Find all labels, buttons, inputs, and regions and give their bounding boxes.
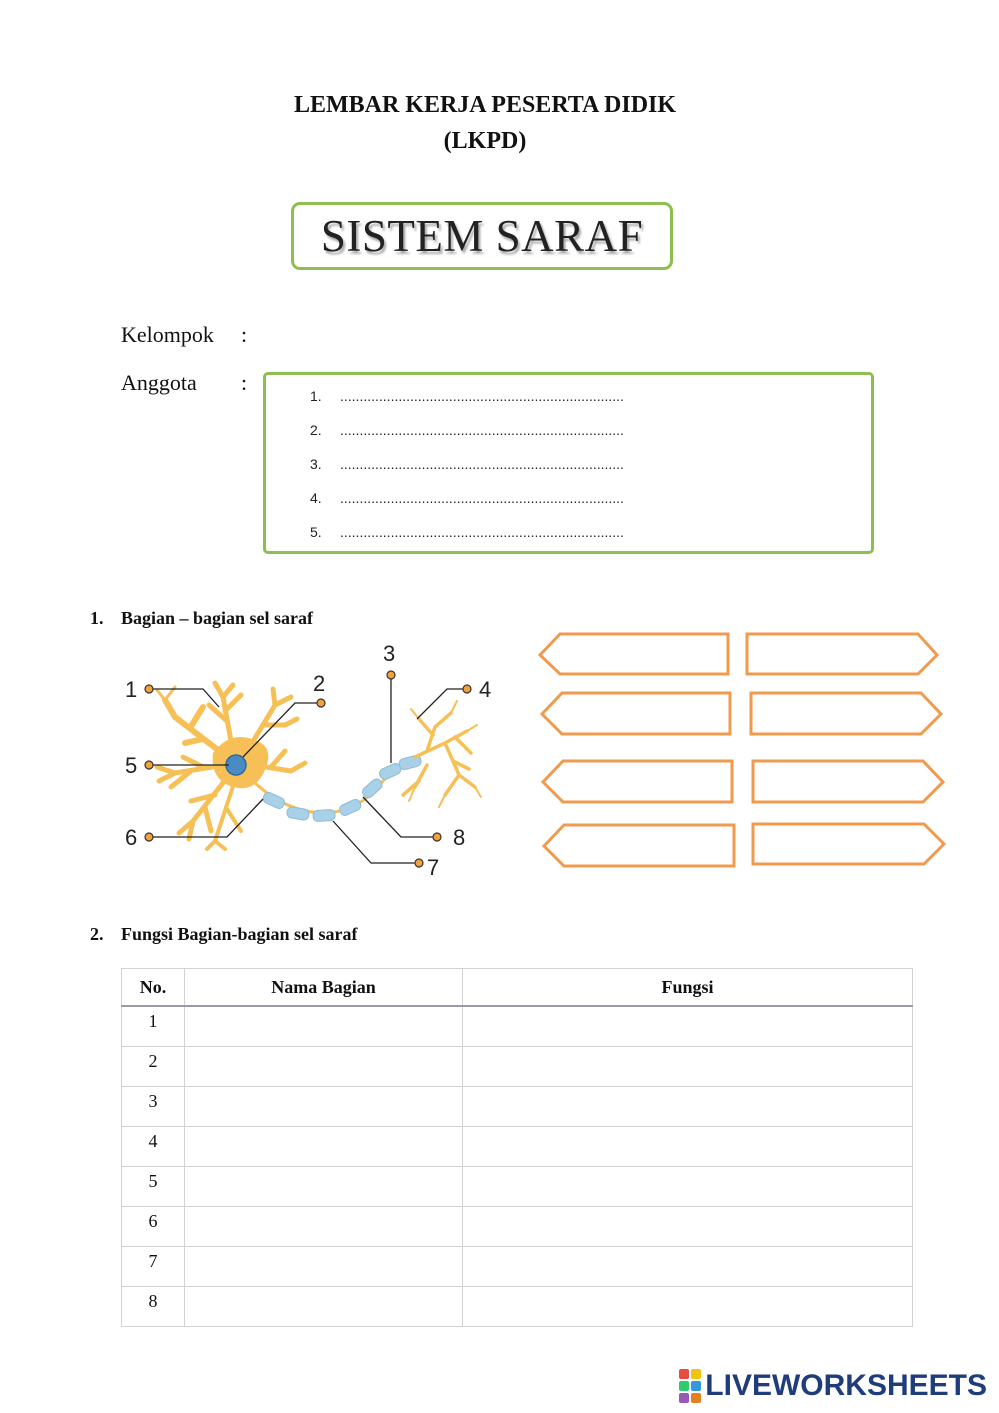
table-row <box>122 1047 913 1087</box>
diagram-label-5: 5 <box>125 753 138 778</box>
answer-box-left-1[interactable] <box>540 634 728 674</box>
row-number: 8 <box>122 1287 185 1327</box>
anggota-colon: : <box>241 370 248 395</box>
answer-box-right-3[interactable] <box>753 761 943 802</box>
table-row <box>122 1167 913 1207</box>
nama-bagian-cell[interactable] <box>185 1087 463 1127</box>
topic-title: SISTEM SARAF <box>320 211 644 261</box>
neuron-diagram <box>115 635 510 885</box>
answer-box-left-2[interactable] <box>542 693 730 734</box>
diagram-label-2: 2 <box>313 671 326 696</box>
table-row <box>122 1087 913 1127</box>
answer-boxes <box>535 628 950 873</box>
member-line[interactable]: 4. ......................................................................... <box>310 490 624 506</box>
table-row <box>122 1287 913 1327</box>
nama-bagian-cell[interactable] <box>185 1127 463 1167</box>
answer-box-right-4[interactable] <box>753 824 944 864</box>
fungsi-cell[interactable] <box>463 1287 913 1327</box>
nama-bagian-cell[interactable] <box>185 1047 463 1087</box>
nama-bagian-cell[interactable] <box>185 1287 463 1327</box>
fungsi-cell[interactable] <box>463 1006 913 1047</box>
col-header-nama-bagian: Nama Bagian <box>185 969 463 1007</box>
kelompok-label: Kelompok <box>121 322 214 347</box>
answer-box-left-3[interactable] <box>543 761 732 802</box>
topic-box <box>291 202 673 270</box>
answer-box-right-1[interactable] <box>747 634 937 674</box>
fungsi-cell[interactable] <box>463 1207 913 1247</box>
diagram-label-1: 1 <box>125 677 138 702</box>
liveworksheets-logo <box>679 1369 987 1403</box>
members-box <box>263 372 874 554</box>
worksheet-subtitle: (LKPD) <box>443 128 527 154</box>
member-line[interactable]: 5. ......................................................................... <box>310 524 624 540</box>
fungsi-cell[interactable] <box>463 1127 913 1167</box>
table-row <box>122 1127 913 1167</box>
fungsi-cell[interactable] <box>463 1167 913 1207</box>
fungsi-cell[interactable] <box>463 1087 913 1127</box>
nama-bagian-cell[interactable] <box>185 1207 463 1247</box>
table-row <box>122 1207 913 1247</box>
worksheet-title: LEMBAR KERJA PESERTA DIDIK <box>293 92 677 118</box>
member-line[interactable]: 1. ......................................................................... <box>310 388 624 404</box>
section-1-heading: 1. Bagian – bagian sel saraf <box>90 608 314 628</box>
row-number: 1 <box>122 1006 185 1047</box>
myelin-sheath <box>261 754 422 821</box>
fungsi-cell[interactable] <box>463 1247 913 1287</box>
diagram-label-4: 4 <box>479 677 492 702</box>
row-number: 2 <box>122 1047 185 1087</box>
member-line[interactable]: 2. ......................................................................... <box>310 422 624 438</box>
section-2-heading: 2. Fungsi Bagian-bagian sel saraf <box>90 924 358 944</box>
row-number: 7 <box>122 1247 185 1287</box>
fungsi-cell[interactable] <box>463 1047 913 1087</box>
col-header-no: No. <box>122 969 185 1007</box>
liveworksheets-logo-text: LIVEWORKSHEETS <box>705 1369 987 1402</box>
axon-terminal <box>403 701 481 807</box>
table-row <box>122 1006 913 1047</box>
kelompok-colon: : <box>241 322 248 347</box>
table-row <box>122 1247 913 1287</box>
answer-box-right-2[interactable] <box>751 693 941 734</box>
col-header-fungsi: Fungsi <box>463 969 913 1007</box>
function-table <box>121 968 913 1327</box>
liveworksheets-logo-icon <box>679 1369 701 1403</box>
nama-bagian-cell[interactable] <box>185 1006 463 1047</box>
table-header-row <box>122 969 913 1007</box>
diagram-label-8: 8 <box>453 825 466 850</box>
row-number: 5 <box>122 1167 185 1207</box>
row-number: 6 <box>122 1207 185 1247</box>
diagram-label-6: 6 <box>125 825 138 850</box>
answer-box-left-4[interactable] <box>544 825 734 866</box>
anggota-label: Anggota <box>121 370 197 395</box>
row-number: 4 <box>122 1127 185 1167</box>
diagram-label-3: 3 <box>383 641 396 666</box>
member-line[interactable]: 3. ......................................................................... <box>310 456 624 472</box>
diagram-label-7: 7 <box>427 855 440 880</box>
row-number: 3 <box>122 1087 185 1127</box>
nama-bagian-cell[interactable] <box>185 1247 463 1287</box>
nama-bagian-cell[interactable] <box>185 1167 463 1207</box>
